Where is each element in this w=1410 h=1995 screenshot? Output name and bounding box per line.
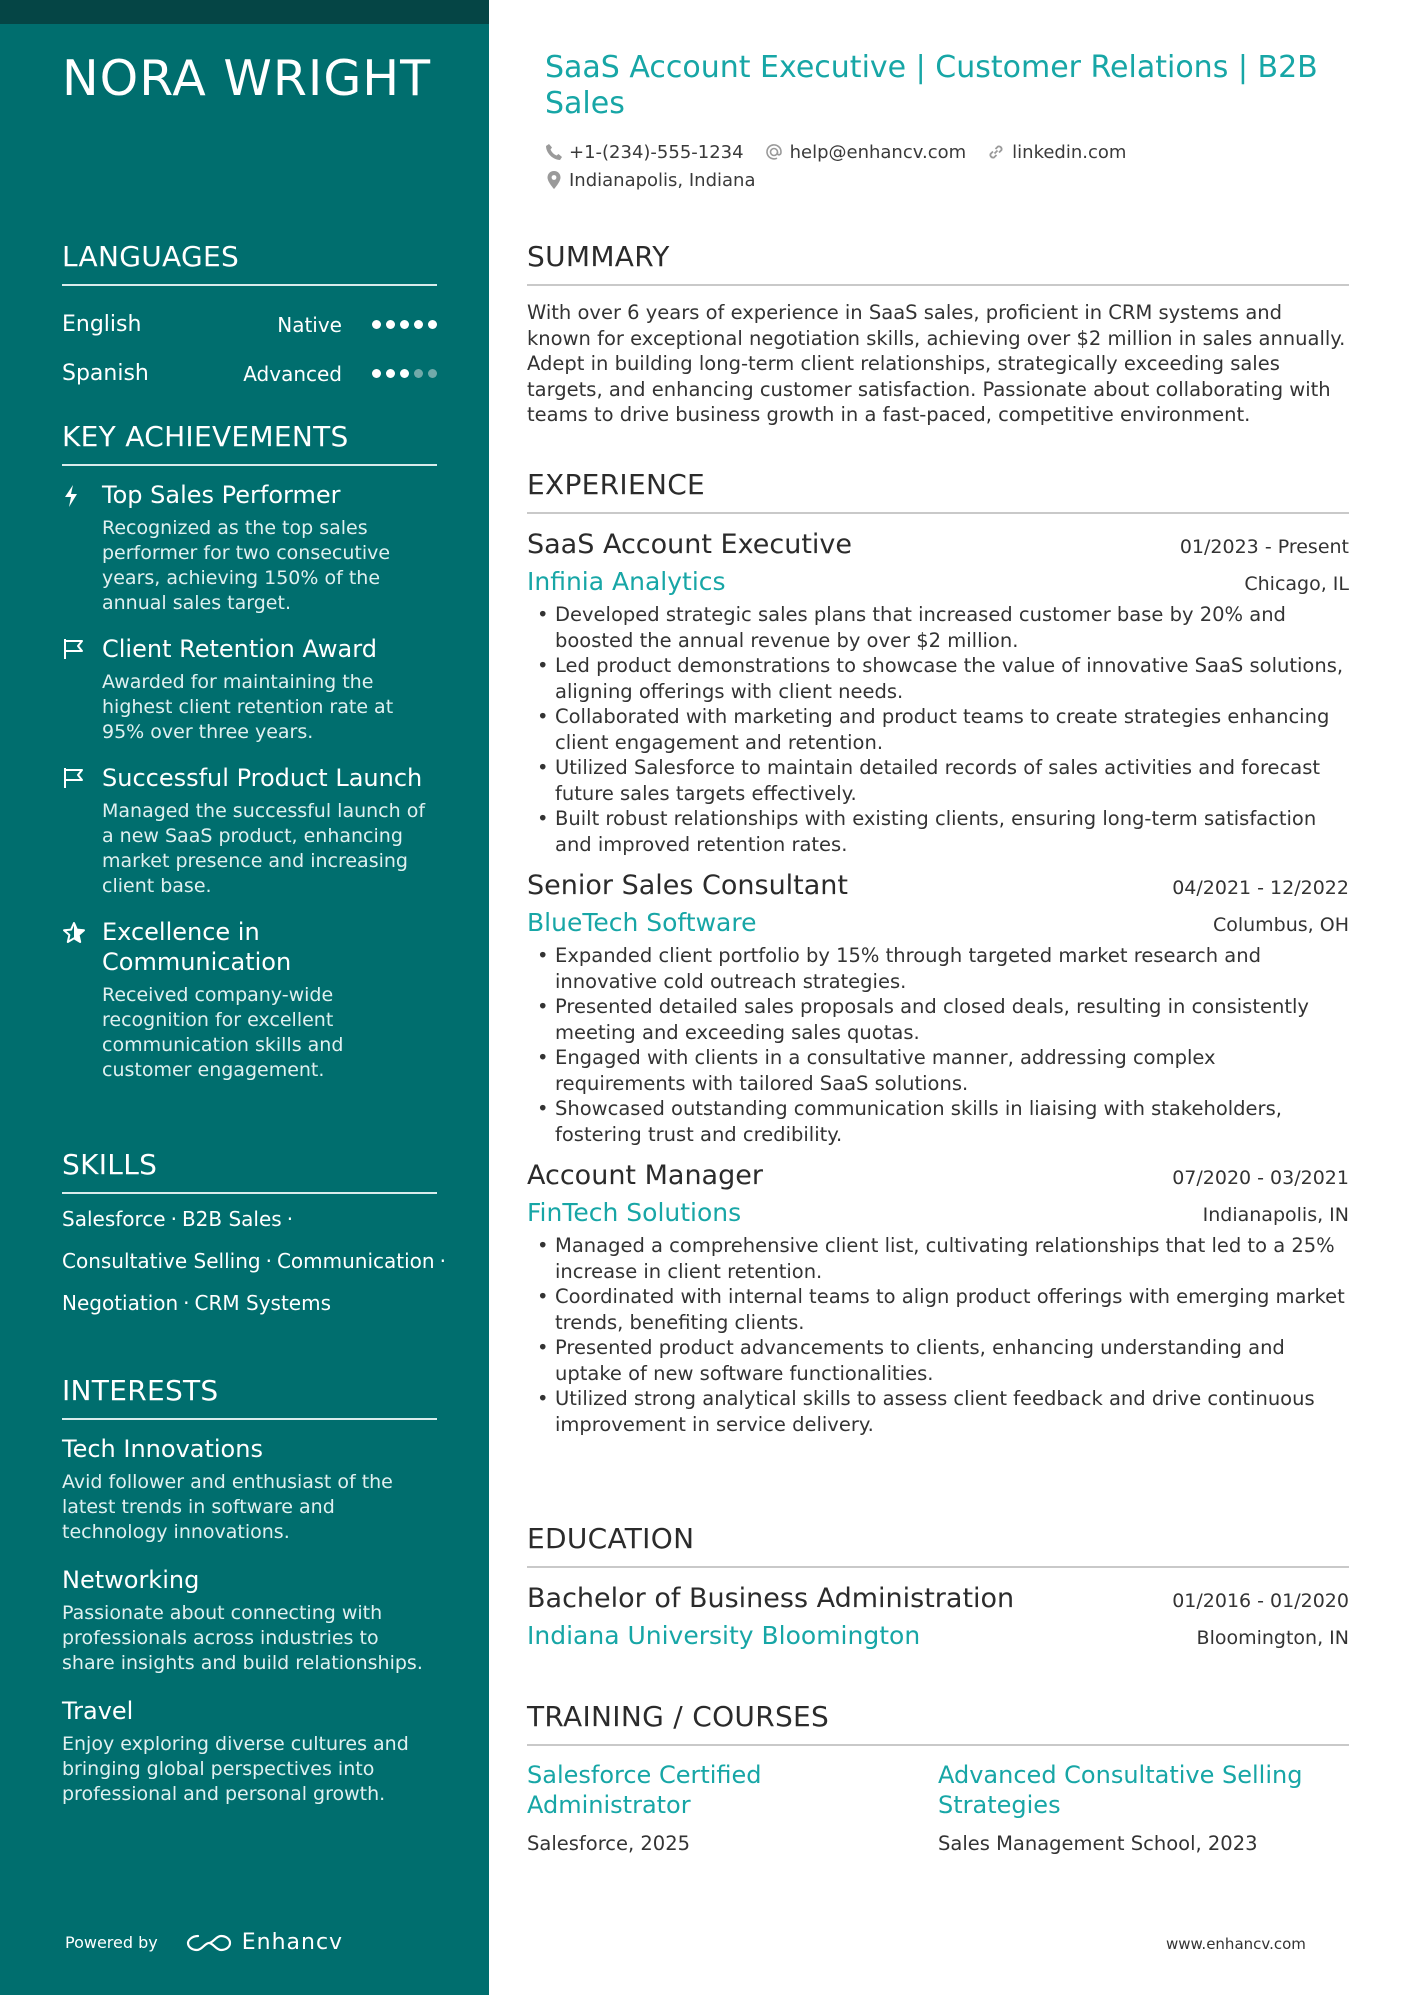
job-title: SaaS Account Executive [527, 529, 853, 560]
job-bullet: • Expanded client portfolio by 15% through targeted market research and innovative cold outreach strategies. [527, 943, 1349, 994]
candidate-name: NORA WRIGHT [62, 50, 432, 107]
job-bullets [527, 602, 1349, 857]
location-pin-icon [545, 170, 563, 190]
link-icon [986, 142, 1006, 162]
job-bullet: • Presented detailed sales proposals and closed deals, resulting in consistently meeting and exceeding sales quotas. [527, 994, 1349, 1045]
job-entry [527, 528, 1349, 857]
skills-heading: SKILLS [62, 1148, 437, 1194]
course-title: Advanced Consultative Selling Strategies [938, 1761, 1303, 1819]
summary-heading: SUMMARY [527, 240, 1349, 286]
skill-tag: Consultative Selling [62, 1249, 261, 1273]
interest-item [62, 1565, 437, 1676]
phone-text: +1-(234)-555-1234 [569, 141, 744, 163]
interest-description: Enjoy exploring diverse cultures and bringing global perspectives into professional and personal growth. [62, 1733, 409, 1805]
rating-dot-filled [386, 369, 395, 378]
language-level: Advanced [243, 361, 342, 386]
job-location: Columbus, OH [1212, 914, 1349, 936]
contact-email[interactable] [764, 142, 967, 163]
languages-heading: LANGUAGES [62, 240, 437, 286]
job-location: Chicago, IL [1244, 573, 1349, 595]
course-item [938, 1760, 1349, 1855]
interest-description: Passionate about connecting with professionals across industries to share insights and build relationships. [62, 1602, 423, 1674]
job-company: Infinia Analytics [527, 567, 726, 596]
course-provider: Salesforce, 2025 [527, 1832, 691, 1855]
powered-by-label: Powered by [65, 1933, 158, 1952]
website-footer[interactable]: www.enhancv.com [1166, 1935, 1306, 1953]
interest-title: Travel [62, 1697, 134, 1725]
achievement-item [62, 917, 437, 1083]
job-dates: 04/2021 - 12/2022 [1172, 877, 1349, 899]
course-item [527, 1760, 938, 1855]
job-bullet: • Led product demonstrations to showcase the value of innovative SaaS solutions, aligning offerings with client needs. [527, 653, 1349, 704]
rating-dot-filled [428, 320, 437, 329]
language-name: English [62, 312, 142, 337]
rating-dot-empty [414, 369, 423, 378]
job-bullet: • Developed strategic sales plans that increased customer base by 20% and boosted the annual revenue by over $2 million. [527, 602, 1349, 653]
at-icon [764, 142, 784, 162]
skills-row: Salesforce · B2B Sales · [62, 1207, 294, 1231]
interests-heading: INTERESTS [62, 1374, 437, 1420]
language-item [62, 300, 437, 349]
achievement-description: Awarded for maintaining the highest client retention rate at 95% over three years. [102, 671, 394, 743]
language-level: Native [277, 312, 342, 337]
enhancv-logo[interactable] [186, 1930, 343, 1955]
skills-section [62, 1148, 446, 1324]
achievement-description: Received company-wide recognition for excellent communication skills and customer engagement. [102, 984, 344, 1081]
interest-title: Networking [62, 1566, 200, 1594]
phone-icon [545, 143, 563, 161]
achievement-title: Client Retention Award [102, 635, 377, 663]
skills-row: Negotiation · CRM Systems [62, 1291, 332, 1315]
training-heading: TRAINING / COURSES [527, 1700, 1349, 1746]
interest-description: Avid follower and enthusiast of the latest trends in software and technology innovations. [62, 1471, 393, 1543]
job-bullet: • Collaborated with marketing and product teams to create strategies enhancing client engagement and retention. [527, 704, 1349, 755]
contact-linkedin[interactable] [986, 142, 1126, 163]
language-name: Spanish [62, 361, 149, 386]
contact-location [545, 170, 756, 191]
job-bullet: • Coordinated with internal teams to align product offerings with emerging market trends, benefiting clients. [527, 1284, 1349, 1335]
rating-dot-filled [414, 320, 423, 329]
job-bullet: • Managed a comprehensive client list, cultivating relationships that led to a 25% increase in client retention. [527, 1233, 1349, 1284]
contact-phone[interactable] [545, 142, 744, 163]
brand-name: Enhancv [241, 1930, 344, 1955]
headline: SaaS Account Executive | Customer Relations | B2B Sales [545, 50, 1318, 121]
experience-heading: EXPERIENCE [527, 468, 1349, 514]
job-dates: 07/2020 - 03/2021 [1172, 1167, 1349, 1189]
flag-icon [62, 634, 102, 745]
language-rating [372, 369, 437, 378]
contact-info [545, 138, 1335, 194]
language-rating [372, 320, 437, 329]
achievement-description: Recognized as the top sales performer for two consecutive years, achieving 150% of the annual sales target. [102, 517, 391, 614]
sidebar [0, 0, 489, 1995]
rating-dot-filled [386, 320, 395, 329]
education-dates: 01/2016 - 01/2020 [1172, 1590, 1349, 1612]
interest-item [62, 1696, 437, 1807]
achievement-item [62, 763, 437, 899]
degree-title: Bachelor of Business Administration [527, 1583, 1015, 1614]
powered-by [65, 1930, 343, 1955]
achievement-title: Successful Product Launch [102, 764, 423, 792]
course-provider: Sales Management School, 2023 [938, 1832, 1258, 1855]
education-heading: EDUCATION [527, 1522, 1349, 1568]
job-entry [527, 1159, 1349, 1437]
job-location: Indianapolis, IN [1202, 1204, 1349, 1226]
job-bullets [527, 943, 1349, 1147]
skill-tag: Salesforce [62, 1207, 166, 1231]
job-company: FinTech Solutions [527, 1198, 742, 1227]
summary-section [527, 240, 1349, 428]
rating-dot-filled [400, 369, 409, 378]
achievement-title: Excellence in Communication [102, 918, 292, 976]
job-bullet: • Utilized Salesforce to maintain detailed records of sales activities and forecast future sales targets effectively. [527, 755, 1349, 806]
job-bullets [527, 1233, 1349, 1437]
interest-title: Tech Innovations [62, 1435, 263, 1463]
school-location: Bloomington, IN [1196, 1627, 1349, 1649]
summary-text: With over 6 years of experience in SaaS sales, proficient in CRM systems and known for exceptional negotiation skills, achieving over $2 million in sales annually. Adept in building long-term client relationships, strategically exceeding sales targets, and enhancing customer satisfaction. Passionate about collaborating with teams to drive business growth in a fast-paced, competitive environment. [527, 301, 1346, 427]
skill-tag: Negotiation [62, 1291, 179, 1315]
education-section [527, 1522, 1349, 1652]
languages-section [62, 240, 437, 398]
rating-dot-empty [428, 369, 437, 378]
job-bullet: • Built robust relationships with existing clients, ensuring long-term satisfaction and improved retention rates. [527, 806, 1349, 857]
job-bullet: • Utilized strong analytical skills to assess client feedback and drive continuous improvement in service delivery. [527, 1386, 1349, 1437]
interests-section [62, 1374, 437, 1827]
skill-tag: Communication [276, 1249, 435, 1273]
sidebar-top-bar [0, 0, 489, 24]
email-text: help@enhancv.com [789, 141, 967, 163]
achievement-item [62, 634, 437, 745]
language-item [62, 349, 437, 398]
skill-tag: B2B Sales [181, 1207, 282, 1231]
achievements-section [62, 420, 437, 1101]
achievement-description: Managed the successful launch of a new SaaS product, enhancing market presence and increasing client base. [102, 800, 426, 897]
job-dates: 01/2023 - Present [1179, 536, 1349, 558]
linkedin-text: linkedin.com [1012, 141, 1127, 163]
achievement-item [62, 480, 437, 616]
job-title: Account Manager [527, 1160, 763, 1191]
job-company: BlueTech Software [527, 908, 757, 937]
school-name: Indiana University Bloomington [527, 1621, 921, 1650]
skill-tag: CRM Systems [194, 1291, 332, 1315]
skills-row: Consultative Selling · Communication · [62, 1249, 446, 1273]
job-bullet: • Engaged with clients in a consultative manner, addressing complex requirements with tailored SaaS solutions. [527, 1045, 1349, 1096]
achievements-heading: KEY ACHIEVEMENTS [62, 420, 437, 466]
training-section [527, 1700, 1349, 1855]
enhancv-logo-icon [186, 1932, 232, 1954]
bolt-icon [62, 480, 102, 616]
rating-dot-filled [400, 320, 409, 329]
course-title: Salesforce Certified Administrator [527, 1761, 762, 1819]
location-text: Indianapolis, Indiana [569, 169, 756, 191]
star-icon [62, 917, 102, 1083]
rating-dot-filled [372, 369, 381, 378]
job-bullet: • Showcased outstanding communication skills in liaising with stakeholders, fostering trust and credibility. [527, 1096, 1349, 1147]
job-entry [527, 869, 1349, 1147]
flag-icon [62, 763, 102, 899]
interest-item [62, 1434, 437, 1545]
rating-dot-filled [372, 320, 381, 329]
job-title: Senior Sales Consultant [527, 870, 849, 901]
achievement-title: Top Sales Performer [102, 481, 341, 509]
job-bullet: • Presented product advancements to clients, enhancing understanding and uptake of new software functionalities. [527, 1335, 1349, 1386]
experience-section [527, 468, 1349, 1449]
